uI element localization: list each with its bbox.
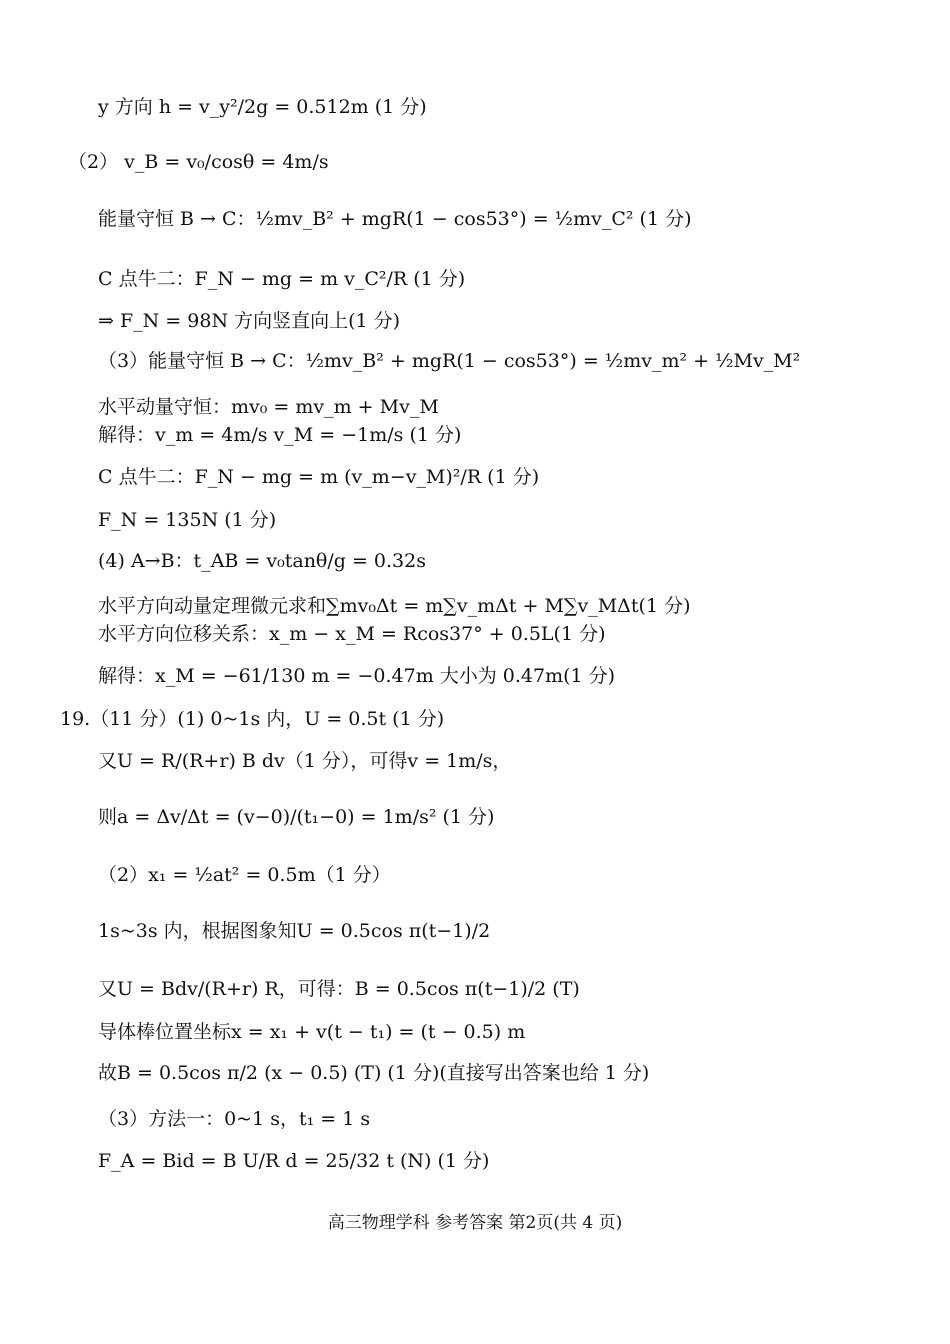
answer-line: 故B = 0.5cos π/2 (x − 0.5) (T) (1 分)(直接写出答案也给 1 分) [98, 1062, 650, 1084]
answer-line: 水平动量守恒：mv₀ = mv_m + Mv_M [98, 396, 439, 418]
answer-line: 能量守恒 B → C：½mv_B² + mgR(1 − cos53°) = ½mv_C² (1 分) [98, 208, 692, 230]
answer-line: F_A = Bid = B U/R d = 25/32 t (N) (1 分) [98, 1150, 490, 1172]
answer-line: 水平方向动量定理微元求和∑mv₀Δt = m∑v_mΔt + M∑v_MΔt(1 分) [98, 595, 691, 617]
answer-line: 解得：x_M = −61/130 m = −0.47m 大小为 0.47m(1 分) [98, 665, 616, 687]
answer-line: 水平方向位移关系：x_m − x_M = Rcos37° + 0.5L(1 分) [98, 623, 606, 645]
answer-line: 导体棒位置坐标x = x₁ + v(t − t₁) = (t − 0.5) m [98, 1021, 526, 1043]
answer-line: ⇒ F_N = 98N 方向竖直向上(1 分) [98, 310, 401, 332]
answer-line: C 点牛二：F_N − mg = m (v_m−v_M)²/R (1 分) [98, 466, 540, 488]
answer-line: 则a = Δv/Δt = (v−0)/(t₁−0) = 1m/s² (1 分) [98, 806, 495, 828]
answer-line: （3）能量守恒 B → C：½mv_B² + mgR(1 − cos53°) = ½mv_m² + ½Mv_M² [98, 350, 801, 372]
answer-line: y 方向 h = v_y²/2g = 0.512m (1 分) [98, 96, 427, 118]
answer-line: （2）x₁ = ½at² = 0.5m（1 分） [98, 864, 391, 886]
answer-line: （2） v_B = v₀/cosθ = 4m/s [68, 151, 329, 173]
answer-line: C 点牛二：F_N − mg = m v_C²/R (1 分) [98, 268, 466, 290]
question-19-heading: 19.（11 分）(1) 0~1s 内，U = 0.5t (1 分) [60, 708, 445, 730]
answer-line: 解得：v_m = 4m/s v_M = −1m/s (1 分) [98, 424, 462, 446]
page-footer: 高三物理学科 参考答案 第2页(共 4 页) [327, 1213, 623, 1233]
answer-line: 1s~3s 内，根据图象知U = 0.5cos π(t−1)/2 [98, 920, 491, 942]
answer-line: F_N = 135N (1 分) [98, 509, 277, 531]
answer-line: (4) A→B：t_AB = v₀tanθ/g = 0.32s [98, 550, 426, 572]
answer-line: 又U = Bdv/(R+r) R，可得：B = 0.5cos π(t−1)/2 (T) [98, 978, 580, 1000]
answer-line: 又U = R/(R+r) B dv（1 分），可得v = 1m/s， [98, 750, 512, 772]
answer-line: （3）方法一：0~1 s，t₁ = 1 s [98, 1108, 371, 1130]
